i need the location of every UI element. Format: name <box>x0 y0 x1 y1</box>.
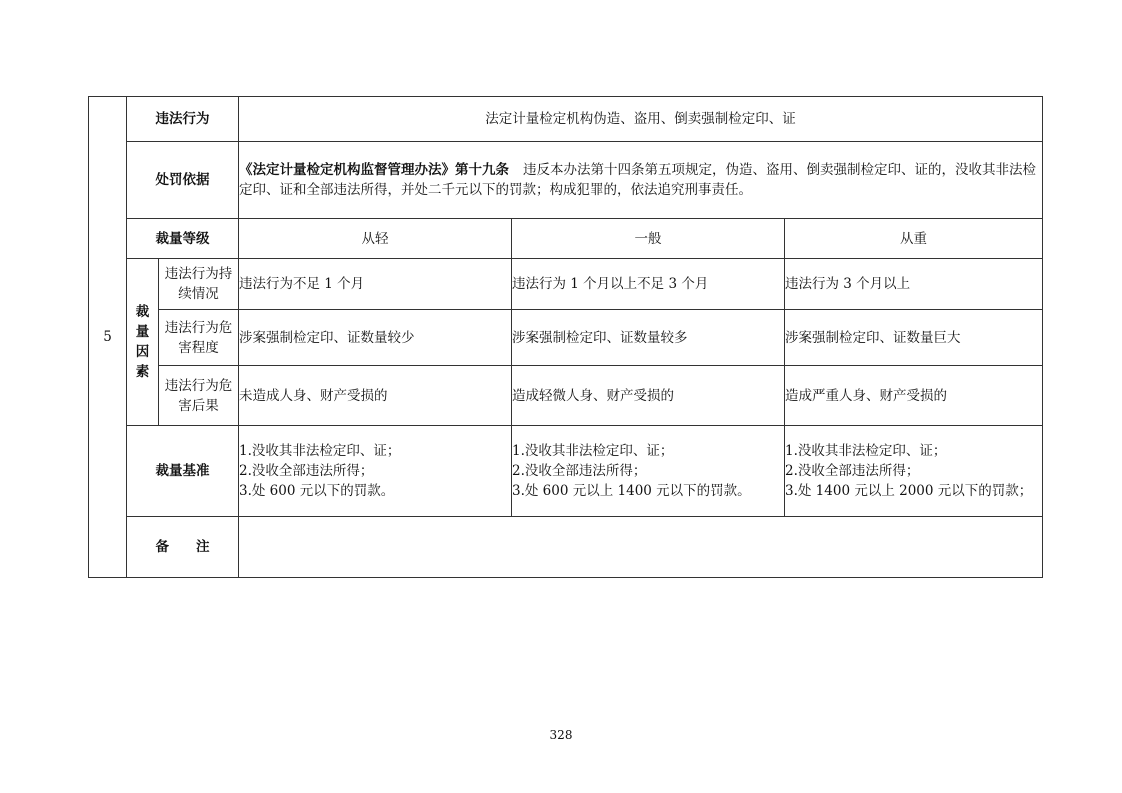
grades-label: 裁量等级 <box>127 219 239 259</box>
standard-heavy: 1.没收其非法检定印、证； 2.没收全部违法所得； 3.处 1400 元以上 2000 元以下的罚款； <box>785 426 1043 517</box>
factor-heavy: 造成严重人身、财产受损的 <box>785 366 1043 426</box>
item-number: 5 <box>89 97 127 578</box>
grade-heavy: 从重 <box>785 219 1043 259</box>
factors-label <box>127 259 159 426</box>
basis-label: 处罚依据 <box>127 142 239 219</box>
factors-label-char: 裁 <box>135 304 150 320</box>
factor-name: 违法行为危害程度 <box>159 310 239 366</box>
violation-text: 法定计量检定机构伪造、盗用、倒卖强制检定印、证 <box>239 97 1043 142</box>
remarks-text <box>239 517 1043 578</box>
standard-light: 1.没收其非法检定印、证； 2.没收全部违法所得； 3.处 600 元以下的罚款。 <box>239 426 512 517</box>
factors-label-char: 量 <box>135 324 150 340</box>
factor-light: 违法行为不足 1 个月 <box>239 259 512 310</box>
standard-label: 裁量基准 <box>127 426 239 517</box>
basis-text: 违反本办法第十四条第五项规定，伪造、盗用、倒卖强制检定印、证的，没收其非法检定印、证和全部违法所得，并处二千元以下的罚款；构成犯罪的，依法追究刑事责任。 <box>239 162 1036 198</box>
factors-label-char: 因 <box>135 344 150 360</box>
standard-normal: 1.没收其非法检定印、证； 2.没收全部违法所得； 3.处 600 元以上 1400 元以下的罚款。 <box>512 426 785 517</box>
factor-light: 未造成人身、财产受损的 <box>239 366 512 426</box>
basis-law: 《法定计量检定机构监督管理办法》第十九条 <box>239 162 509 178</box>
penalty-table <box>88 96 1043 578</box>
grade-normal: 一般 <box>512 219 785 259</box>
factor-light: 涉案强制检定印、证数量较少 <box>239 310 512 366</box>
grade-light: 从轻 <box>239 219 512 259</box>
factor-normal: 涉案强制检定印、证数量较多 <box>512 310 785 366</box>
page-number: 328 <box>549 728 573 742</box>
factors-label-char: 素 <box>135 364 150 380</box>
factor-heavy: 违法行为 3 个月以上 <box>785 259 1043 310</box>
remarks-label: 备 注 <box>127 517 239 578</box>
factor-name: 违法行为持续情况 <box>159 259 239 310</box>
factor-normal: 造成轻微人身、财产受损的 <box>512 366 785 426</box>
violation-label: 违法行为 <box>127 97 239 142</box>
factor-normal: 违法行为 1 个月以上不足 3 个月 <box>512 259 785 310</box>
factor-heavy: 涉案强制检定印、证数量巨大 <box>785 310 1043 366</box>
basis-content <box>239 142 1043 219</box>
factor-name: 违法行为危害后果 <box>159 366 239 426</box>
